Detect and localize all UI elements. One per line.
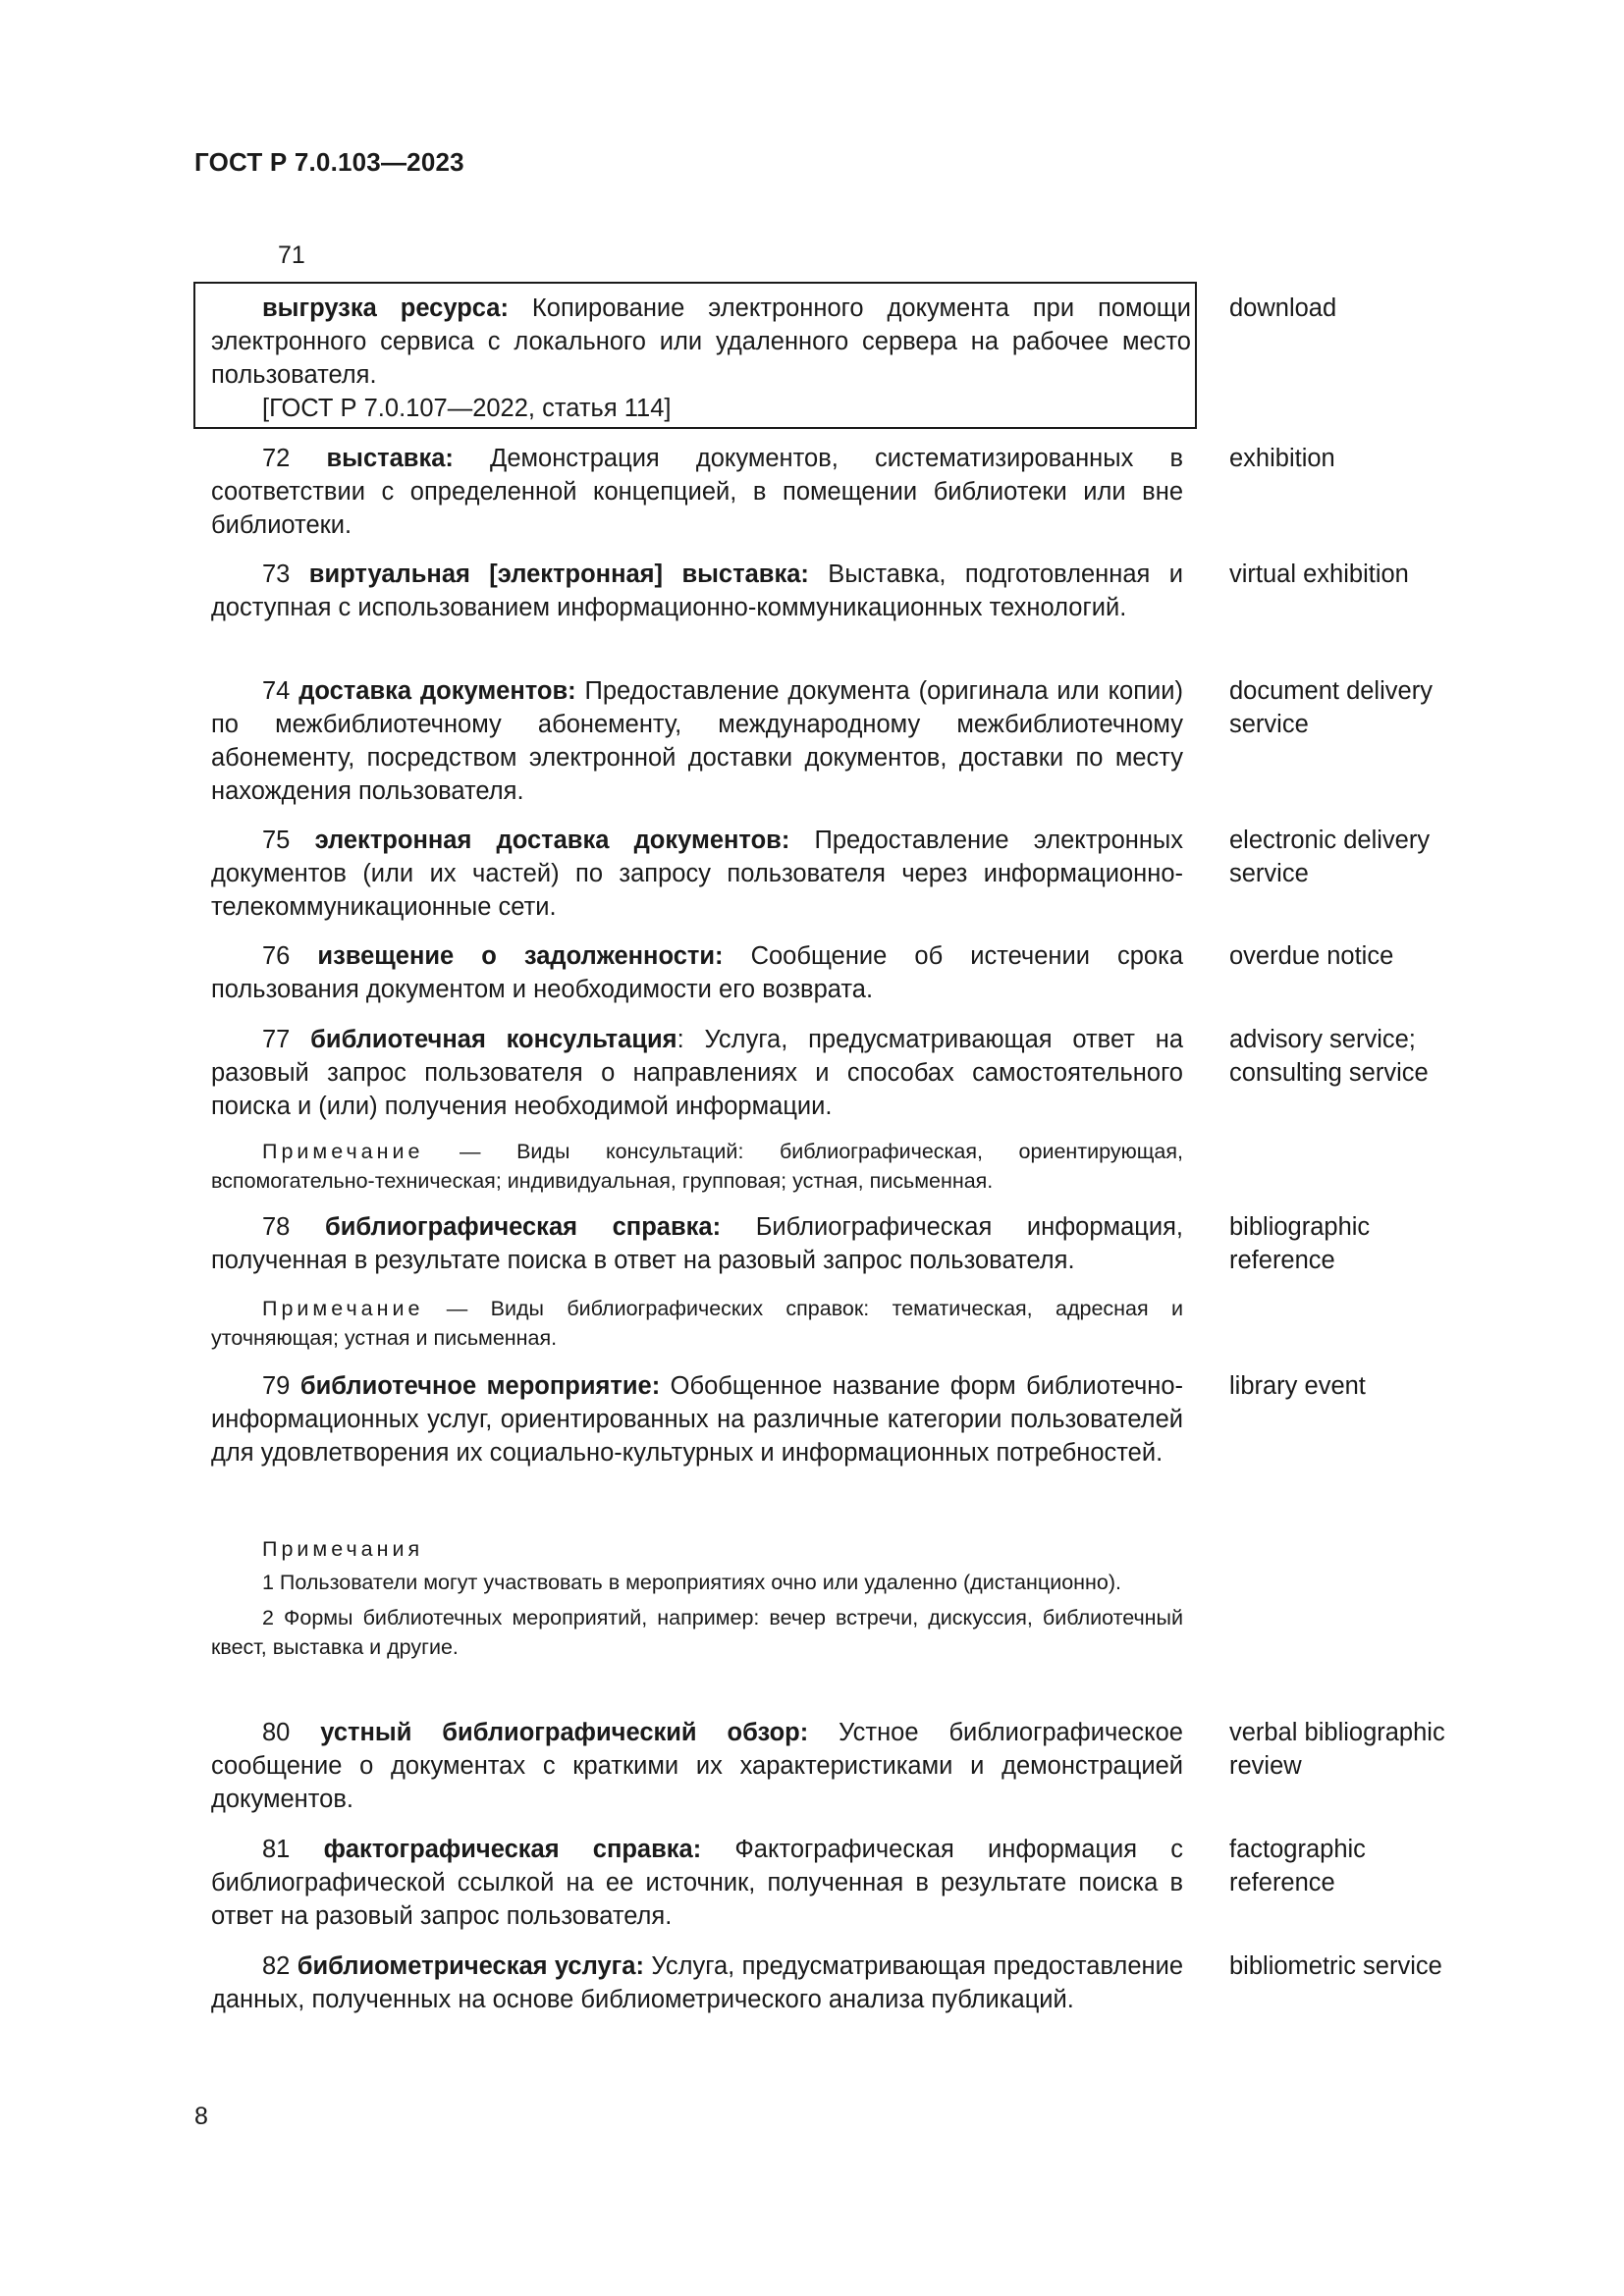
entry-78: 78 библиографическая справка: Библиографическая информация, полученная в результате поиска в ответ на разовый запрос пользователя. [211,1213,1183,1274]
notes-label-79: Примечания [262,1537,424,1561]
english-term-82: bibliometric service [1229,1952,1442,1980]
definition-76: Сообщение об истечении срока пользования документом и необходимости его возврата. [211,942,1184,1003]
term-81: фактографическая справка: [323,1836,702,1863]
term-82: библиометрическая услуга: [297,1952,644,1980]
english-term-78: bibliographic reference [1229,1213,1371,1274]
term-76: извещение о задолженности: [317,942,724,970]
source-71: [ГОСТ Р 7.0.107—2022, статья 114] [262,395,672,422]
definition-74: Предоставление документа (оригинала или копии) по межбиблиотечному абонементу, международному межбиблиотечному абонементу, посредством электронной доставки документов, доставки по месту нахождения пользователя. [211,677,1184,805]
definition-77: : Услуга, предусматривающая ответ на разовый запрос пользователя о направлениях и способах самостоятельного поиска и (или) получения необходимой информации. [211,1026,1184,1120]
definition-73: Выставка, подготовленная и доступная с использованием информационно-коммуникационных технологий. [211,561,1184,621]
note-text-78: — Виды библиографических справок: тематическая, адресная и уточняющая; устная и письменная. [211,1297,1183,1350]
page-number: 8 [194,2103,208,2130]
note-2-79: 2 Формы библиотечных мероприятий, например: вечер встречи, дискуссия, библиотечный квест, выставка и другие. [211,1606,1183,1659]
term-73: виртуальная [электронная] выставка: [308,561,809,588]
entry-76: 76 извещение о задолженности: Сообщение об истечении срока пользования документом и необходимости его возврата. [211,942,1184,1003]
term-72: выставка: [326,445,454,472]
definition-79: Обобщенное название форм библиотечно-информационных услуг, ориентированных на различные категории пользователей для удовлетворения их социально-культурных и информационных потребностей. [211,1372,1183,1467]
entry-74: 74 доставка документов: Предоставление документа (оригинала или копии) по межбиблиотечному абонементу, международному межбиблиотечному абонементу, посредством электронной доставки документов, доставки по месту нахождения пользователя. [211,677,1184,805]
english-term-72: exhibition [1229,445,1335,472]
entry-72: 72 выставка: Демонстрация документов, систематизированных в соответствии с определенной концепцией, в помещении библиотеки или вне библиотеки. [211,445,1184,539]
definition-80: Устное библиографическое сообщение о документах с краткими их характеристиками и демонстрацией документов. [211,1719,1183,1813]
term-79: библиотечное мероприятие: [299,1372,661,1400]
entry-77: 77 библиотечная консультация: Услуга, предусматривающая ответ на разовый запрос пользователя о направлениях и способах самостоятельного поиска и (или) получения необходимой информации. [211,1026,1184,1120]
term-77: библиотечная консультация [310,1026,677,1053]
definition-81: Фактографическая информация с библиографической ссылкой на ее источник, полученная в результате поиска в ответ на разовый запрос пользователя. [211,1836,1183,1930]
definition-75: Предоставление электронных документов (или их частей) по запросу пользователя через информационно-телекоммуникационные сети. [211,827,1183,921]
document-code: ГОСТ Р 7.0.103—2023 [194,147,464,177]
definition-71: Копирование электронного документа при помощи электронного сервиса с локального или удаленного сервера на рабочее место пользователя. [211,294,1191,389]
note-label-78: Примечание [262,1297,424,1320]
entry-71 [211,292,1191,425]
term-78: библиографическая справка: [324,1213,722,1241]
english-term-80: verbal bibliographic review [1229,1719,1445,1780]
entry-73: 73 виртуальная [электронная] выставка: Выставка, подготовленная и доступная с использованием информационно-коммуникационных технологий. [211,561,1184,621]
definition-72: Демонстрация документов, систематизированных в соответствии с определенной концепцией, в помещении библиотеки или вне библиотеки. [211,445,1184,539]
entry-75: 75 электронная доставка документов: Предоставление электронных документов (или их частей) по запросу пользователя через информационно-телекоммуникационные сети. [211,827,1183,921]
english-term-76: overdue notice [1229,942,1394,970]
term-71: выгрузка ресурса: [262,294,509,322]
english-term-79: library event [1229,1372,1366,1400]
definition-82: Услуга, предусматривающая предоставление данных, полученных на основе библиометрического анализа публикаций. [211,1952,1184,2013]
term-80: устный библиографический обзор: [320,1719,809,1746]
english-term-73: virtual exhibition [1229,561,1409,588]
english-term-71: download [1229,294,1337,322]
english-term-75: electronic delivery service [1229,827,1431,887]
english-term-74: document delivery service [1229,677,1433,738]
note-text-77: — Виды консультаций: библиографическая, ориентирующая, вспомогательно-техническая; индивидуальная, групповая; устная, письменная. [211,1140,1183,1193]
note-label-77: Примечание [262,1140,424,1163]
term-75: электронная доставка документов: [314,827,790,854]
entry-79: 79 библиотечное мероприятие: Обобщенное название форм библиотечно-информационных услуг, ориентированных на различные категории пользователей для удовлетворения их социально-культурных и информационных потребностей. [211,1372,1183,1467]
definition-78: Библиографическая информация, полученная в результате поиска в ответ на разовый запрос пользователя. [211,1213,1183,1274]
notes-79 [211,1534,1183,1662]
term-74: доставка документов: [298,677,576,705]
entry-number-71: 71 [278,241,305,269]
entry-81: 81 фактографическая справка: Фактографическая информация с библиографической ссылкой на ее источник, полученная в результате поиска в ответ на разовый запрос пользователя. [211,1836,1183,1930]
english-term-81: factographic reference [1229,1836,1366,1896]
entry-80: 80 устный библиографический обзор: Устное библиографическое сообщение о документах с краткими их характеристиками и демонстрацией документов. [211,1719,1183,1813]
note-77 [211,1137,1183,1196]
note-78 [211,1294,1183,1353]
english-term-77: advisory service; consulting service [1229,1026,1429,1087]
entry-82: 82 библиометрическая услуга: Услуга, предусматривающая предоставление данных, полученных на основе библиометрического анализа публикаций. [211,1952,1184,2013]
note-1-79: 1 Пользователи могут участвовать в мероприятиях очно или удаленно (дистанционно). [262,1571,1122,1594]
